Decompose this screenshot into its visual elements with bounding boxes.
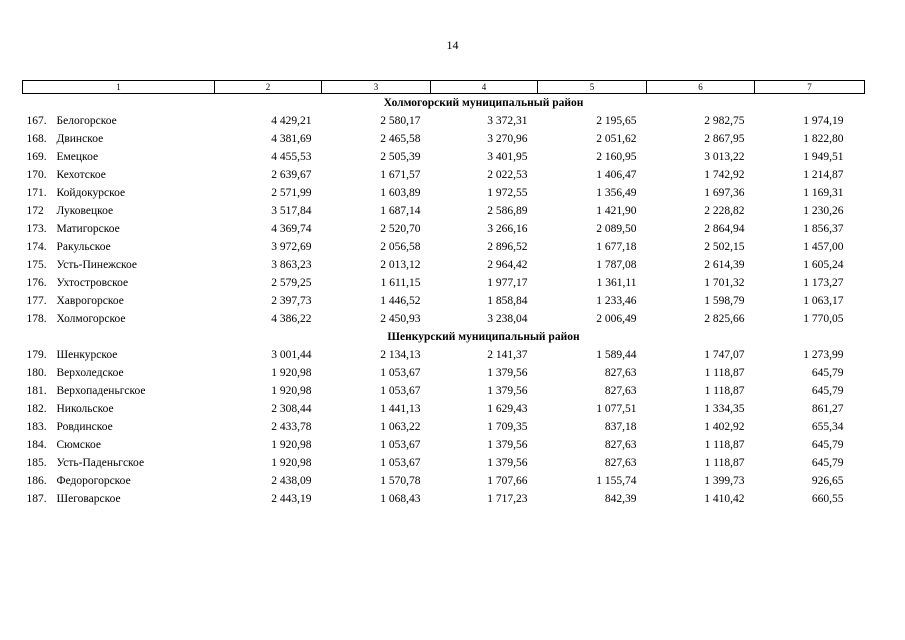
- table-row: [23, 382, 865, 400]
- value-cell: 1 446,52: [380, 295, 421, 307]
- settlement-cell: [23, 202, 215, 220]
- value-cell: 1 356,49: [596, 187, 637, 199]
- settlement-cell: [23, 436, 215, 454]
- value-cell: 1 410,42: [704, 493, 745, 505]
- value-cell: 2 614,39: [704, 259, 745, 271]
- value-cell: 1 629,43: [487, 403, 528, 415]
- settlement-cell: [23, 472, 215, 490]
- settlement-name: Холмогорское: [56, 313, 126, 325]
- page-number: 14: [446, 38, 459, 52]
- table-row: [23, 130, 865, 148]
- value-cell: 1 118,87: [704, 457, 745, 469]
- value-cell: 1 671,57: [380, 169, 421, 181]
- section-title: Холмогорский муниципальный район: [383, 97, 584, 109]
- table-row: [23, 400, 865, 418]
- value-cell: 1 972,55: [487, 187, 528, 199]
- value-cell: 2 013,12: [380, 259, 421, 271]
- value-cell: 1 457,00: [803, 241, 844, 253]
- settlement-cell: [23, 112, 215, 130]
- value-cell: 645,79: [811, 457, 844, 469]
- value-cell: 1 697,36: [704, 187, 745, 199]
- value-cell: 3 013,22: [704, 151, 745, 163]
- value-cell: 3 238,04: [487, 313, 528, 325]
- value-cell: 2 982,75: [704, 115, 745, 127]
- value-cell: 827,63: [604, 385, 637, 397]
- value-cell: 1 977,17: [487, 277, 528, 289]
- value-cell: 1 742,92: [704, 169, 745, 181]
- value-cell: 3 266,16: [487, 223, 528, 235]
- settlement-cell: [23, 454, 215, 472]
- settlement-cell: [23, 400, 215, 418]
- table-row: [23, 112, 865, 130]
- value-cell: 842,39: [604, 493, 637, 505]
- value-cell: 1 379,56: [487, 439, 528, 451]
- table-row: [23, 148, 865, 166]
- settlement-cell: [23, 184, 215, 202]
- settlement-cell: [23, 418, 215, 436]
- value-cell: 2 864,94: [704, 223, 745, 235]
- settlement-name: Шеговарское: [56, 493, 121, 505]
- row-index: 168.: [26, 133, 47, 145]
- value-cell: 2 964,42: [487, 259, 528, 271]
- row-index: 182.: [26, 403, 47, 415]
- settlement-cell: [23, 346, 215, 364]
- value-cell: 2 505,39: [380, 151, 421, 163]
- settlement-name: Хаврогорское: [56, 295, 124, 307]
- value-cell: 4 429,21: [271, 115, 312, 127]
- value-cell: 645,79: [811, 367, 844, 379]
- value-cell: 1 053,67: [380, 457, 421, 469]
- value-cell: 1 379,56: [487, 385, 528, 397]
- value-cell: 2 089,50: [596, 223, 637, 235]
- settlement-cell: [23, 382, 215, 400]
- value-cell: 1 974,19: [803, 115, 844, 127]
- settlement-cell: [23, 274, 215, 292]
- value-cell: 4 455,53: [271, 151, 312, 163]
- value-cell: 1 379,56: [487, 457, 528, 469]
- settlement-name: Луковецкое: [56, 205, 114, 217]
- value-cell: 1 570,78: [380, 475, 421, 487]
- header-row: [23, 81, 865, 94]
- row-index: 175.: [26, 259, 47, 271]
- table-row: [23, 220, 865, 238]
- settlement-cell: [23, 364, 215, 382]
- table-row: [23, 202, 865, 220]
- row-index: 173.: [26, 223, 47, 235]
- table-row: [23, 490, 865, 508]
- value-cell: 2 502,15: [704, 241, 745, 253]
- settlement-name: Усть-Паденьгское: [56, 457, 145, 469]
- value-cell: 1 858,84: [487, 295, 528, 307]
- value-cell: 1 053,67: [380, 367, 421, 379]
- value-cell: 837,18: [604, 421, 637, 433]
- value-cell: 645,79: [811, 385, 844, 397]
- column-header: 2: [215, 81, 322, 94]
- value-cell: 1 068,43: [380, 493, 421, 505]
- table-row: [23, 256, 865, 274]
- value-cell: 1 169,31: [803, 187, 844, 199]
- value-cell: 2 443,19: [271, 493, 312, 505]
- table-row: [23, 292, 865, 310]
- settlement-name: Белогорское: [56, 115, 117, 127]
- settlement-name: Ровдинское: [56, 421, 113, 433]
- value-cell: 2 160,95: [596, 151, 637, 163]
- row-index: 170.: [26, 169, 47, 181]
- value-cell: 660,55: [811, 493, 844, 505]
- table-body: [23, 94, 865, 509]
- value-cell: 1 717,23: [487, 493, 528, 505]
- value-cell: 1 053,67: [380, 439, 421, 451]
- value-cell: 2 579,25: [271, 277, 312, 289]
- section-title-row: [23, 328, 865, 346]
- section-title: Шенкурский муниципальный район: [387, 331, 580, 343]
- value-cell: 2 228,82: [704, 205, 745, 217]
- table-row: [23, 418, 865, 436]
- table-header: [23, 81, 865, 94]
- table-row: [23, 472, 865, 490]
- value-cell: 1 118,87: [704, 367, 745, 379]
- value-cell: 1 677,18: [596, 241, 637, 253]
- value-cell: 1 273,99: [803, 349, 844, 361]
- row-index: 177.: [26, 295, 47, 307]
- settlement-name: Емецкое: [56, 151, 99, 163]
- row-index: 184.: [26, 439, 47, 451]
- value-cell: 2 896,52: [487, 241, 528, 253]
- value-cell: 1 233,46: [596, 295, 637, 307]
- value-cell: 1 173,27: [803, 277, 844, 289]
- row-index: 181.: [26, 385, 47, 397]
- value-cell: 2 465,58: [380, 133, 421, 145]
- value-cell: 645,79: [811, 439, 844, 451]
- settlement-name: Верхоледское: [56, 367, 124, 379]
- row-index: 174.: [26, 241, 47, 253]
- settlement-name: Усть-Пинежское: [56, 259, 138, 271]
- value-cell: 1 118,87: [704, 439, 745, 451]
- value-cell: 1 611,15: [380, 277, 421, 289]
- table-row: [23, 436, 865, 454]
- value-cell: 1 856,37: [803, 223, 844, 235]
- value-cell: 1 118,87: [704, 385, 745, 397]
- settlement-name: Шенкурское: [56, 349, 118, 361]
- value-cell: 1 709,35: [487, 421, 528, 433]
- value-cell: 1 379,56: [487, 367, 528, 379]
- table-row: [23, 454, 865, 472]
- settlement-name: Ракульское: [56, 241, 111, 253]
- value-cell: 1 747,07: [704, 349, 745, 361]
- value-cell: 1 230,26: [803, 205, 844, 217]
- value-cell: 2 141,37: [487, 349, 528, 361]
- settlement-cell: [23, 148, 215, 166]
- value-cell: 2 006,49: [596, 313, 637, 325]
- value-cell: 861,27: [811, 403, 844, 415]
- value-cell: 1 920,98: [271, 367, 312, 379]
- value-cell: 3 401,95: [487, 151, 528, 163]
- settlement-name: Койдокурское: [56, 187, 126, 199]
- row-index: 180.: [26, 367, 47, 379]
- column-header: 4: [431, 81, 538, 94]
- settlement-cell: [23, 238, 215, 256]
- value-cell: 1 361,11: [596, 277, 637, 289]
- row-index: 172: [26, 205, 44, 217]
- row-index: 187.: [26, 493, 47, 505]
- value-cell: 1 063,17: [803, 295, 844, 307]
- data-table: [22, 80, 865, 508]
- value-cell: 827,63: [604, 367, 637, 379]
- value-cell: 4 369,74: [271, 223, 312, 235]
- section-title-row: [23, 94, 865, 113]
- value-cell: 2 586,89: [487, 205, 528, 217]
- value-cell: 3 517,84: [271, 205, 312, 217]
- row-index: 186.: [26, 475, 47, 487]
- column-header: 5: [538, 81, 647, 94]
- value-cell: 1 214,87: [803, 169, 844, 181]
- value-cell: 2 056,58: [380, 241, 421, 253]
- row-index: 176.: [26, 277, 47, 289]
- value-cell: 2 867,95: [704, 133, 745, 145]
- value-cell: 1 589,44: [596, 349, 637, 361]
- column-header: 1: [23, 81, 215, 94]
- table-row: [23, 184, 865, 202]
- value-cell: 1 605,24: [803, 259, 844, 271]
- value-cell: 2 308,44: [271, 403, 312, 415]
- value-cell: 1 063,22: [380, 421, 421, 433]
- table-row: [23, 346, 865, 364]
- column-header: 3: [322, 81, 431, 94]
- value-cell: 2 639,67: [271, 169, 312, 181]
- value-cell: 3 270,96: [487, 133, 528, 145]
- value-cell: 1 406,47: [596, 169, 637, 181]
- row-index: 178.: [26, 313, 47, 325]
- value-cell: 1 701,32: [704, 277, 745, 289]
- value-cell: 655,34: [811, 421, 844, 433]
- value-cell: 3 863,23: [271, 259, 312, 271]
- value-cell: 1 822,80: [803, 133, 844, 145]
- settlement-name: Кехотское: [56, 169, 106, 181]
- table-row: [23, 364, 865, 382]
- table-row: [23, 238, 865, 256]
- value-cell: 2 450,93: [380, 313, 421, 325]
- row-index: 169.: [26, 151, 47, 163]
- settlement-cell: [23, 166, 215, 184]
- value-cell: 2 438,09: [271, 475, 312, 487]
- value-cell: 1 441,13: [380, 403, 421, 415]
- value-cell: 4 386,22: [271, 313, 312, 325]
- value-cell: 1 770,05: [803, 313, 844, 325]
- value-cell: 2 825,66: [704, 313, 745, 325]
- value-cell: 2 571,99: [271, 187, 312, 199]
- table-row: [23, 310, 865, 328]
- value-cell: 2 195,65: [596, 115, 637, 127]
- value-cell: 2 397,73: [271, 295, 312, 307]
- row-index: 179.: [26, 349, 47, 361]
- table-row: [23, 166, 865, 184]
- settlement-cell: [23, 220, 215, 238]
- value-cell: 2 134,13: [380, 349, 421, 361]
- value-cell: 827,63: [604, 439, 637, 451]
- value-cell: 1 920,98: [271, 457, 312, 469]
- settlement-name: Ухтостровское: [56, 277, 129, 289]
- row-index: 171.: [26, 187, 47, 199]
- settlement-name: Двинское: [56, 133, 104, 145]
- row-index: 167.: [26, 115, 47, 127]
- value-cell: 1 421,90: [596, 205, 637, 217]
- value-cell: 3 001,44: [271, 349, 312, 361]
- value-cell: 1 598,79: [704, 295, 745, 307]
- value-cell: 1 155,74: [596, 475, 637, 487]
- row-index: 183.: [26, 421, 47, 433]
- settlement-cell: [23, 130, 215, 148]
- value-cell: 1 920,98: [271, 439, 312, 451]
- value-cell: 1 787,08: [596, 259, 637, 271]
- settlement-cell: [23, 256, 215, 274]
- value-cell: 2 022,53: [487, 169, 528, 181]
- value-cell: 1 920,98: [271, 385, 312, 397]
- value-cell: 1 399,73: [704, 475, 745, 487]
- settlement-name: Федорогорское: [56, 475, 131, 487]
- value-cell: 926,65: [811, 475, 844, 487]
- value-cell: 3 972,69: [271, 241, 312, 253]
- value-cell: 2 520,70: [380, 223, 421, 235]
- settlement-name: Верхопаденьгское: [56, 385, 146, 397]
- value-cell: 1 402,92: [704, 421, 745, 433]
- settlement-cell: [23, 310, 215, 328]
- settlement-cell: [23, 490, 215, 508]
- settlement-name: Никольское: [56, 403, 114, 415]
- column-header: 7: [755, 81, 865, 94]
- value-cell: 2 433,78: [271, 421, 312, 433]
- settlement-cell: [23, 292, 215, 310]
- table-row: [23, 274, 865, 292]
- value-cell: 1 949,51: [803, 151, 844, 163]
- value-cell: 1 603,89: [380, 187, 421, 199]
- value-cell: 4 381,69: [271, 133, 312, 145]
- settlement-name: Сюмское: [56, 439, 101, 451]
- value-cell: 1 687,14: [380, 205, 421, 217]
- row-index: 185.: [26, 457, 47, 469]
- value-cell: 2 580,17: [380, 115, 421, 127]
- value-cell: 1 053,67: [380, 385, 421, 397]
- column-header: 6: [647, 81, 755, 94]
- value-cell: 3 372,31: [487, 115, 528, 127]
- value-cell: 827,63: [604, 457, 637, 469]
- value-cell: 2 051,62: [596, 133, 637, 145]
- value-cell: 1 334,35: [704, 403, 745, 415]
- value-cell: 1 077,51: [596, 403, 637, 415]
- value-cell: 1 707,66: [487, 475, 528, 487]
- settlement-name: Матигорское: [56, 223, 120, 235]
